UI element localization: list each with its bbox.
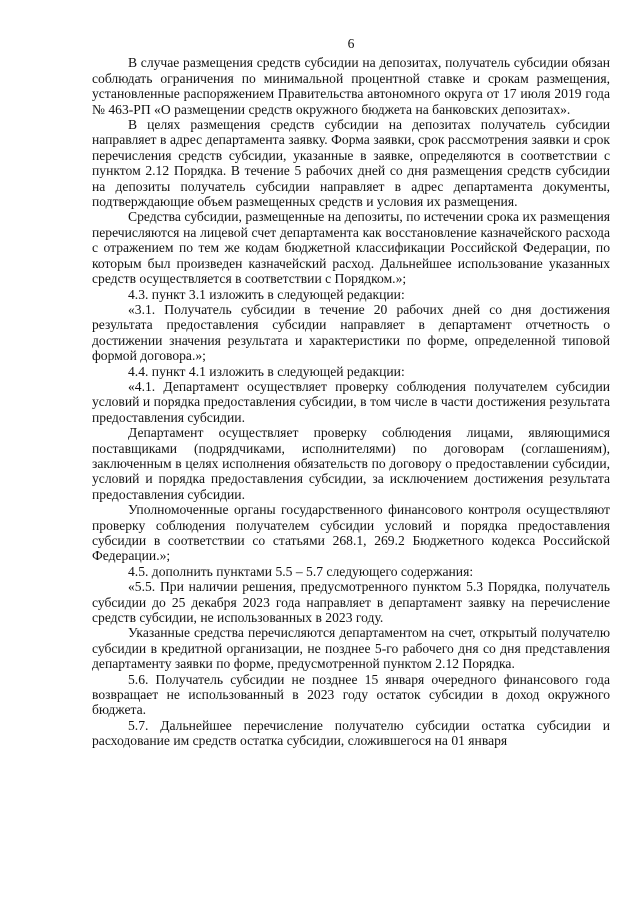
document-page — [92, 36, 610, 749]
paragraph: «3.1. Получатель субсидии в течение 20 рабочих дней со дня достижения результата предоставления субсидии направляет в департамент отчетность о достижении значения результата и характеристики по форме, определенной типовой формой договора.»; — [92, 301, 610, 364]
paragraph: Департамент осуществляет проверку соблюдения лицами, являющимися поставщиками (подрядчиками, исполнителями) по договорам (соглашениям), заключенным в целях исполнения обязательств по договору о предоставлении субсидии, условий и порядка предоставления субсидии, за исключением достижения результата предоставления субсидии. — [92, 425, 610, 502]
paragraph: 5.6. Получатель субсидии не позднее 15 января очередного финансового года возвращает не использованный в 2023 году остаток субсидии в доход окружного бюджета. — [92, 671, 610, 718]
paragraph: В случае размещения средств субсидии на депозитах, получатель субсидии обязан соблюдать ограничения по минимальной процентной ставке и срокам размещения, установленные распоряжением Правительства автономного округа от 17 июля 2019 года № 463-РП «О размещении средств окружного бюджета на банковских депозитах». — [92, 55, 610, 117]
paragraph: 4.4. пункт 4.1 изложить в следующей редакции: — [128, 363, 405, 379]
paragraph: 5.7. Дальнейшее перечисление получателю субсидии остатка субсидии и расходование им средств остатка субсидии, сложившегося на 01 января — [92, 717, 610, 749]
paragraph: Указанные средства перечисляются департаментом на счет, открытый получателю субсидии в кредитной организации, не позднее 5-го рабочего дня со дня представления департаменту заявки по форме, предусмотренной пунктом 2.12 Порядка. — [92, 625, 610, 672]
paragraph: «4.1. Департамент осуществляет проверку соблюдения получателем субсидии условий и порядка предоставления субсидии, в том числе в части достижения результата предоставления субсидии. — [92, 378, 610, 425]
paragraph: 4.5. дополнить пунктами 5.5 – 5.7 следующего содержания: — [128, 563, 474, 579]
paragraph: В целях размещения средств субсидии на депозитах получатель субсидии направляет в адрес департамента заявку. Форма заявки, срок рассмотрения заявки и срок перечисления средств субсидии, указанные в заявке, определяются в соответствии с пунктом 2.12 Порядка. В течение 5 рабочих дней со дня размещения средств субсидии на депозиты получатель субсидии направляет в адрес департамента документы, подтверждающие объем размещенных средств и условия их размещения. — [92, 117, 610, 210]
paragraph: «5.5. При наличии решения, предусмотренного пунктом 5.3 Порядка, получатель субсидии до 25 декабря 2023 года направляет в департамент заявку на перечисление средств субсидии, не использованных в 2023 году. — [92, 579, 610, 626]
paragraph: 4.3. пункт 3.1 изложить в следующей редакции: — [128, 286, 405, 302]
paragraph: Средства субсидии, размещенные на депозиты, по истечении срока их размещения перечисляются на лицевой счет департамента как восстановление казначейского расхода с отражением по тем же кодам бюджетной классификации Российской Федерации, по которым был произведен казначейский расход. Дальнейшее использование указанных средств осуществляется в соответствии с Порядком.»; — [92, 209, 610, 287]
page-number: 6 — [347, 36, 355, 51]
paragraph: Уполномоченные органы государственного финансового контроля осуществляют проверку соблюдения получателем субсидии условий и порядка предоставления субсидии в соответствии со статьями 268.1, 269.2 Бюджетного кодекса Российской Федерации.»; — [92, 502, 610, 564]
